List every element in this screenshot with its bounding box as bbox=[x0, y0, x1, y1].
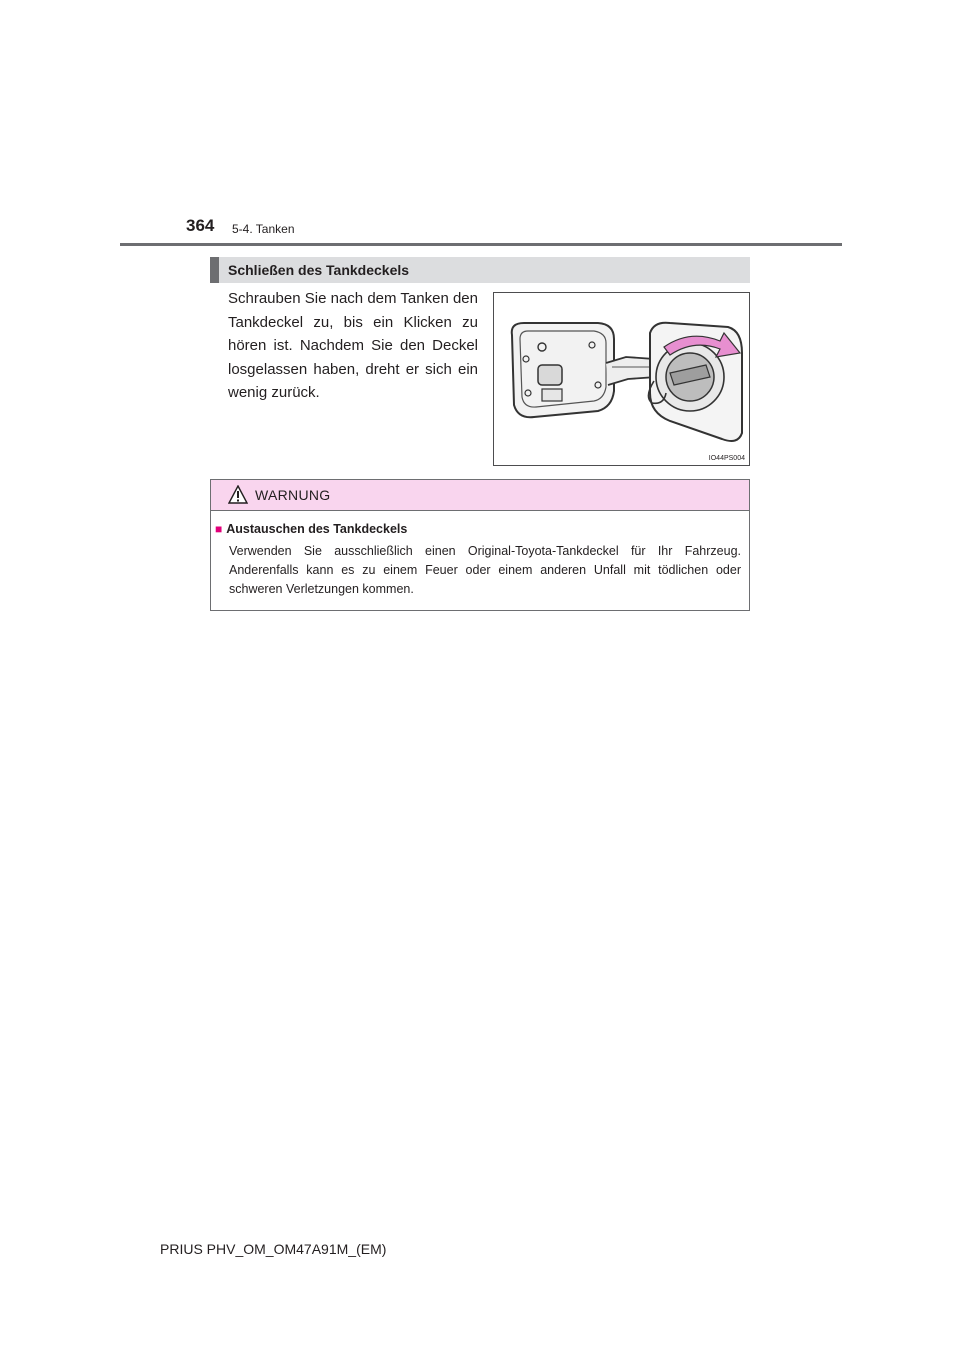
bullet-square-icon: ■ bbox=[215, 522, 223, 536]
fuel-cap-illustration bbox=[493, 292, 750, 466]
running-head: 5-4. Tanken bbox=[232, 222, 295, 236]
warning-item-heading: Austauschen des Tankdeckels bbox=[226, 522, 408, 536]
warning-box bbox=[210, 479, 750, 611]
footer-doc-id: PRIUS PHV_OM_OM47A91M_(EM) bbox=[160, 1241, 387, 1257]
warning-text: Verwenden Sie ausschließlich einen Original-Toyota-Tankdeckel für Ihr Fahrzeug. Anderenfalls kann es zu einem Feuer oder einem anderen Unfall mit tödlichen oder schweren Verletzungen kommen. bbox=[229, 544, 741, 596]
warning-item-title bbox=[215, 522, 407, 536]
figure-id: IO44PS004 bbox=[708, 455, 745, 462]
section-heading: Schließen des Tankdeckels bbox=[228, 262, 410, 278]
warning-triangle-icon bbox=[228, 485, 248, 504]
section-heading-bar bbox=[210, 257, 750, 283]
warning-title: WARNUNG bbox=[255, 487, 331, 503]
header-rule bbox=[120, 243, 842, 246]
warning-header bbox=[211, 480, 749, 511]
fuel-door-drawing bbox=[494, 293, 749, 465]
page-number: 364 bbox=[186, 216, 215, 235]
body-paragraph: Schrauben Sie nach dem Tanken den Tankdeckel zu, bis ein Klicken zu hören ist. Nachdem Sie den Deckel losgelassen haben, dreht er sich ein wenig zurück. bbox=[228, 290, 478, 401]
